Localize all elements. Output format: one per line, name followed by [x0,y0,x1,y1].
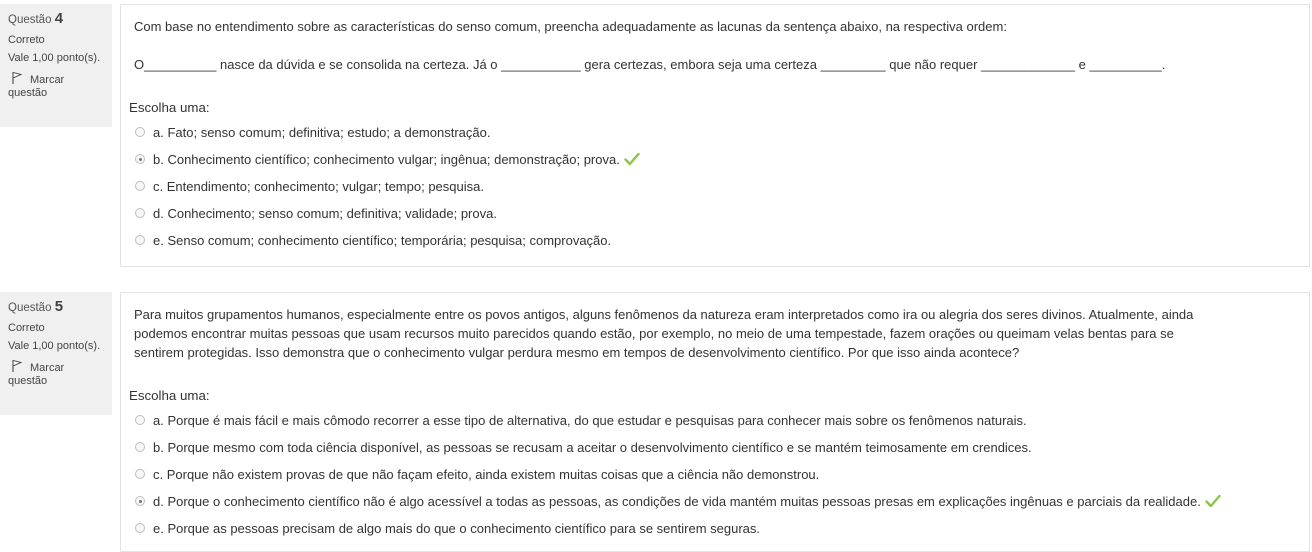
question-state: Correto [8,34,45,46]
question-text-line: O__________ nasce da dúvida e se consolida na certeza. Já o ___________ gera certezas, embora seja uma certeza _________ que não requer _____________ e __________. [134,57,1166,72]
radio-button[interactable] [135,235,145,245]
radio-button[interactable] [135,127,145,137]
answer-option-c[interactable] [135,176,484,196]
answer-prompt: Escolha uma: [129,388,210,403]
answer-option-text: c. Porque não existem provas de que não façam efeito, ainda existem muitas coisas que a ciência não demonstrou. [153,466,820,482]
flag-question-toggle[interactable] [8,359,104,388]
answer-option-e[interactable] [135,518,760,538]
question-text-line: podemos encontrar muitas pessoas que usam recursos muito parecidos quando estão, por exemplo, no meio de uma tempestade, fazem orações ou queimam velas bentas para se [134,326,1174,341]
question-info-panel [0,4,112,127]
answer-option-d[interactable] [135,203,497,223]
answer-prompt: Escolha uma: [129,100,210,115]
radio-button[interactable] [135,181,145,191]
radio-button-selected[interactable] [135,154,145,164]
question-content [120,292,1310,552]
radio-button-selected[interactable] [135,496,145,506]
answer-option-text: d. Conhecimento; senso comum; definitiva; validade; prova. [153,205,497,221]
answer-option-text: e. Porque as pessoas precisam de algo mais do que o conhecimento científico para se sentirem seguras. [153,520,761,536]
answer-option-b[interactable] [135,437,1032,457]
correct-check-icon [1205,494,1221,508]
flag-label-line2: questão [8,87,48,99]
question-text-line: Com base no entendimento sobre as características do senso comum, preencha adequadamente as lacunas da sentença abaixo, na respectiva ordem: [134,19,1007,34]
answer-option-d[interactable] [135,491,1221,511]
flag-icon [10,359,24,373]
flag-icon [10,71,24,85]
question-text-line: Para muitos grupamentos humanos, especialmente entre os povos antigos, alguns fenômenos da natureza eram interpretados como ira ou alegria dos seres divinos. Atualmente, ainda [134,307,1194,322]
flag-label-line1: Marcar [30,362,65,374]
answer-option-e[interactable] [135,230,611,250]
question-info-panel [0,292,112,415]
answer-option-text: d. Porque o conhecimento científico não é algo acessível a todas as pessoas, as condições de vida mantém muitas pessoas presas em explicações ingênuas e parciais da realidade. [153,493,1201,509]
answer-option-text: b. Porque mesmo com toda ciência disponível, as pessoas se recusam a aceitar o desenvolvimento científico e se mantém teimosamente em crendices. [153,439,1032,455]
question-grade: Vale 1,00 ponto(s). [8,52,101,64]
question-text [134,305,1295,362]
question-number-value: 4 [54,10,64,27]
radio-button[interactable] [135,208,145,218]
question-label: Questão [8,302,52,314]
answer-option-text: e. Senso comum; conhecimento científico; temporária; pesquisa; comprovação. [153,232,612,248]
question-number-value: 5 [54,298,64,315]
correct-check-icon [624,152,640,166]
question-content [120,4,1310,267]
answer-option-c[interactable] [135,464,819,484]
answer-option-text: b. Conhecimento científico; conhecimento vulgar; ingênua; demonstração; prova. [153,151,620,167]
question-number [8,10,104,27]
answer-option-text: a. Fato; senso comum; definitiva; estudo; a demonstração. [153,124,491,140]
answer-option-a[interactable] [135,122,490,142]
answer-option-a[interactable] [135,410,1027,430]
question-text-line: sentirem protegidas. Isso demonstra que o conhecimento vulgar perdura mesmo em tempos de desenvolvimento científico. Por que isso ainda acontece? [134,345,1020,360]
question-number [8,298,104,315]
radio-button[interactable] [135,442,145,452]
flag-label-line1: Marcar [30,74,65,86]
flag-question-toggle[interactable] [8,71,104,100]
answer-option-text: a. Porque é mais fácil e mais cômodo recorrer a esse tipo de alternativa, do que estudar e pesquisas para conhecer mais sobre os fenômenos naturais. [153,412,1027,428]
radio-button[interactable] [135,469,145,479]
radio-button[interactable] [135,523,145,533]
question-text [134,17,1295,74]
answer-option-b[interactable] [135,149,640,169]
flag-label-line2: questão [8,375,48,387]
question-grade: Vale 1,00 ponto(s). [8,340,101,352]
answer-option-text: c. Entendimento; conhecimento; vulgar; tempo; pesquisa. [153,178,484,194]
question-label: Questão [8,14,52,26]
radio-button[interactable] [135,415,145,425]
question-state: Correto [8,322,45,334]
